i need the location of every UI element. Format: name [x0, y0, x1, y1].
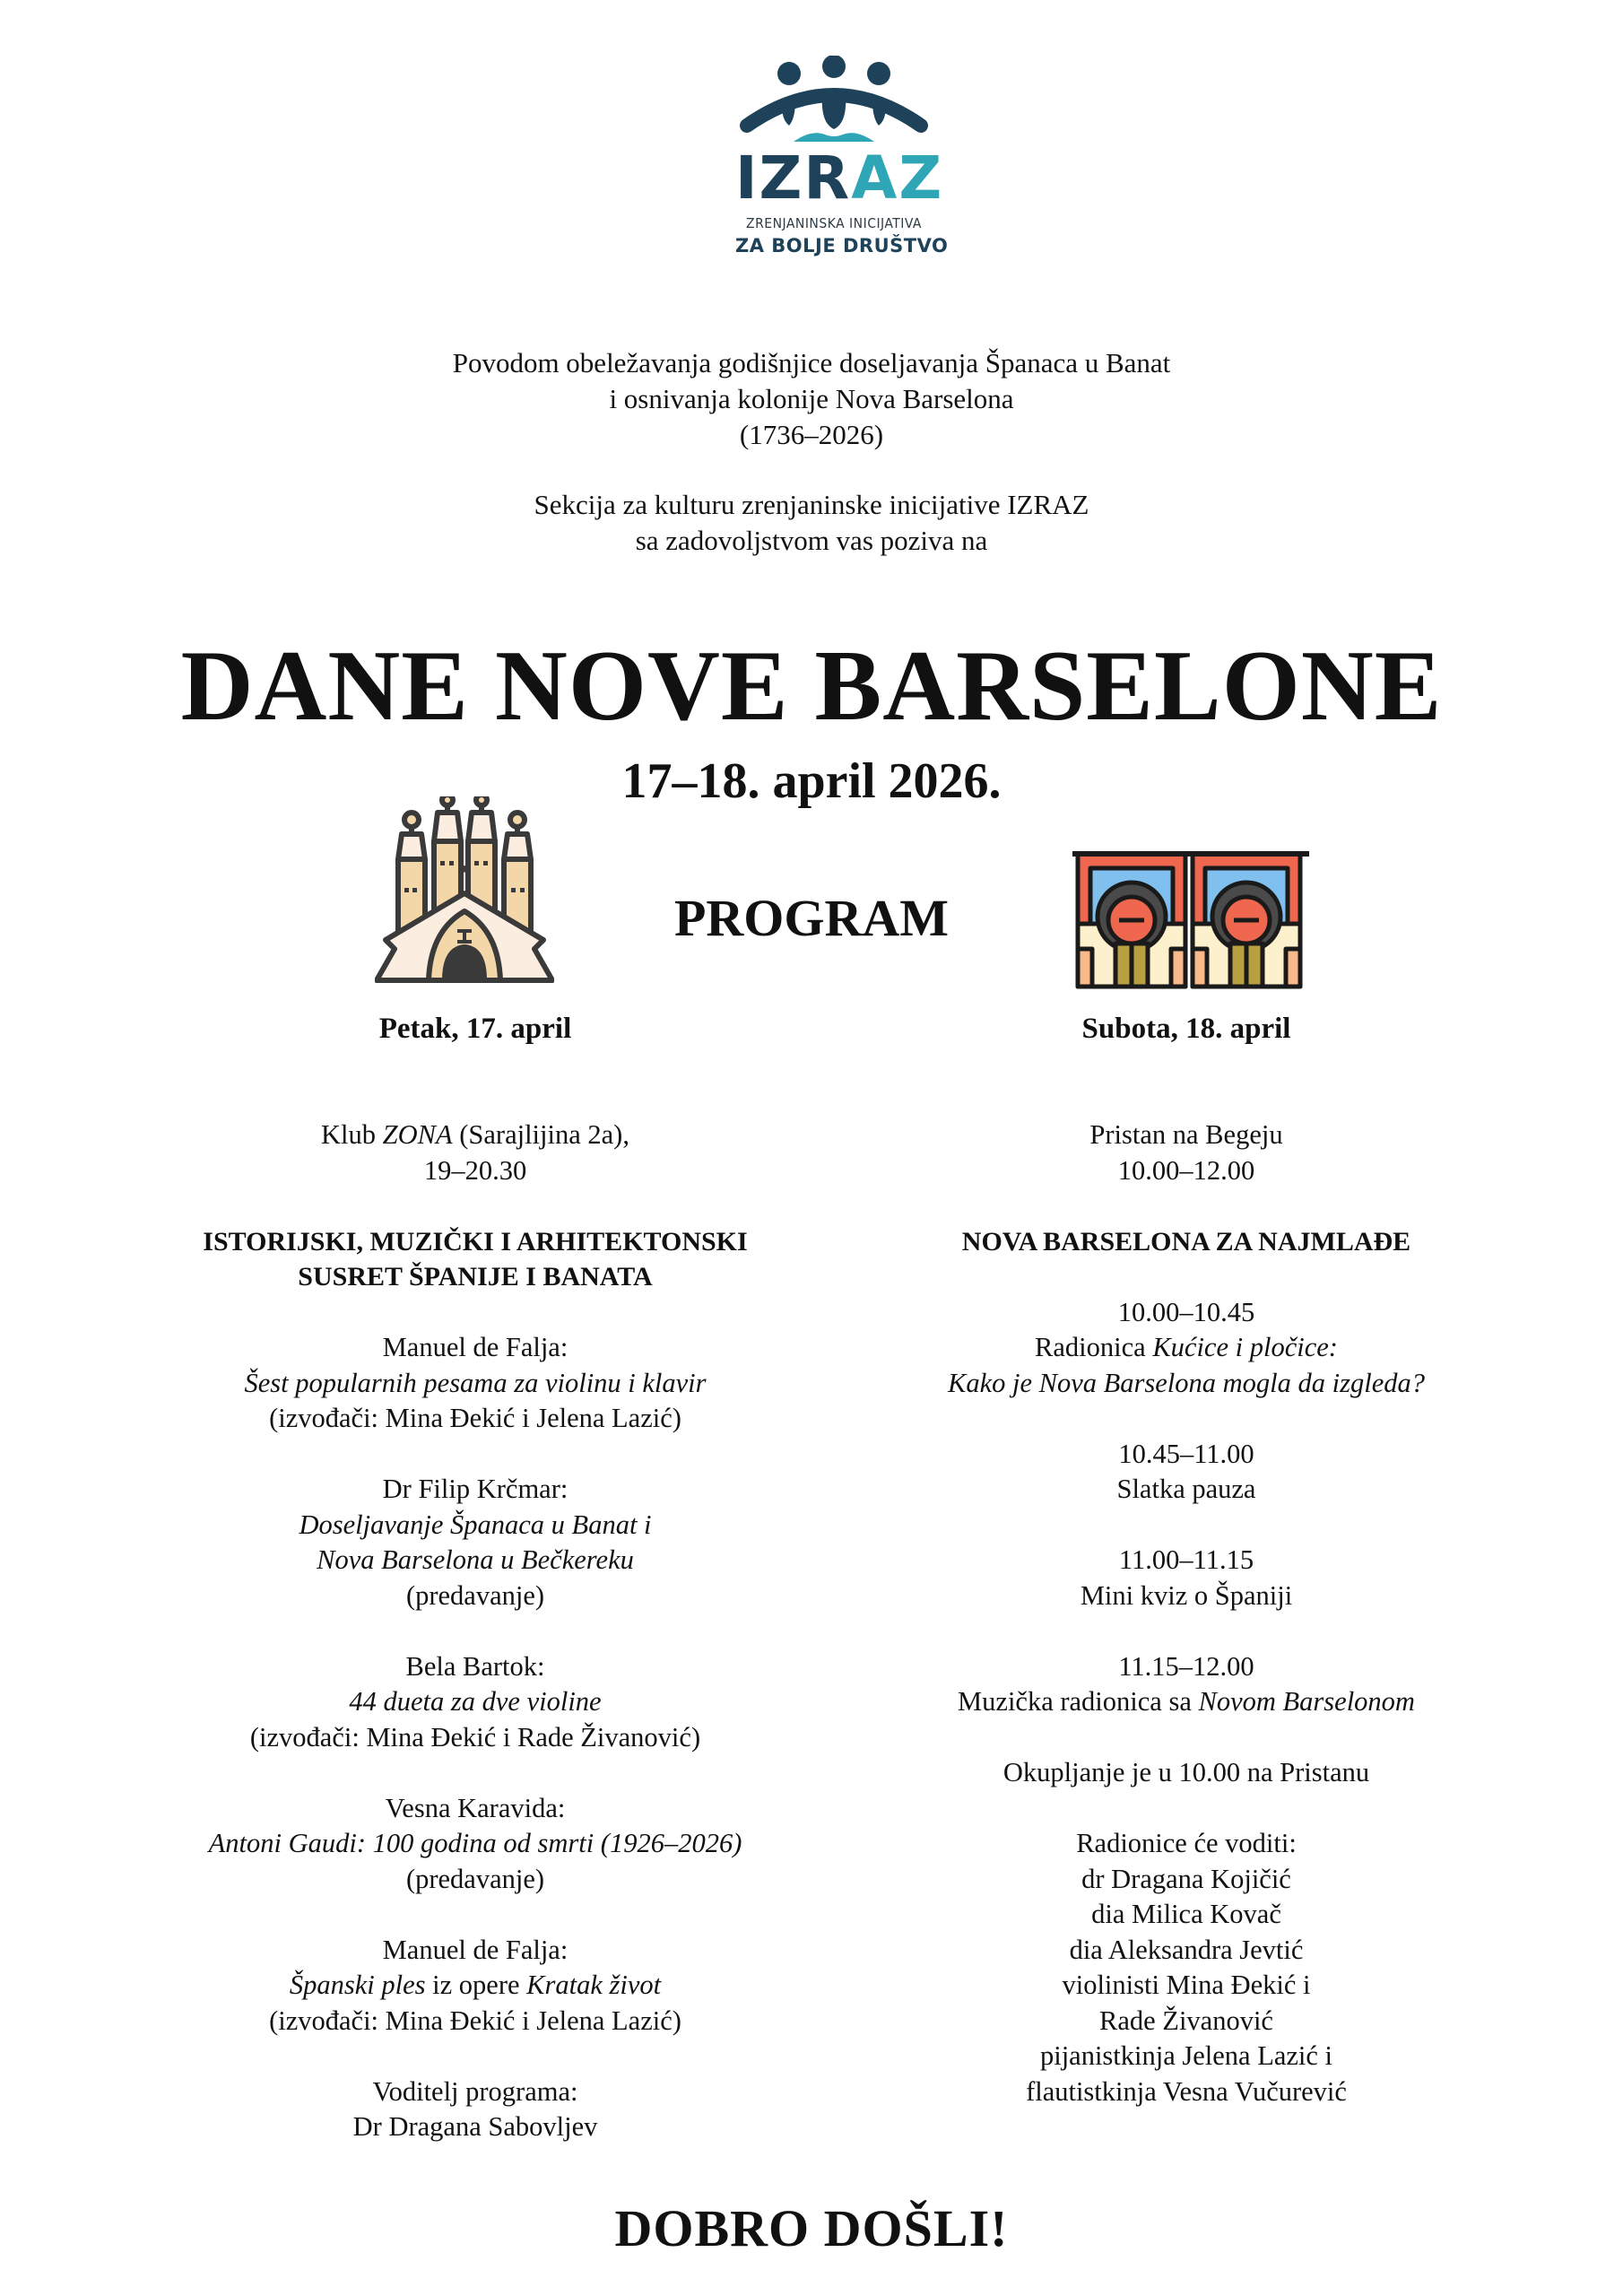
moorish-arches-icon [1072, 850, 1309, 995]
leader: dia Aleksandra Jevtić [1069, 1934, 1304, 1965]
work-connector: iz opere [425, 1970, 527, 2000]
schedule-item [846, 1437, 1527, 1508]
item-author: Vesna Karavida: [385, 1792, 566, 1823]
program-item [135, 1649, 816, 1756]
item-work: Šest popularnih pesama za violinu i klavir [244, 1367, 707, 1398]
leader: dia Milica Kovač [1091, 1899, 1281, 1929]
item-note: (izvođači: Mina Đekić i Rade Živanović) [249, 1721, 701, 1752]
item-text-italic-line2: Kako je Nova Barselona mogla da izgleda? [947, 1367, 1425, 1398]
leader: flautistkinja Vesna Vučurević [1026, 2075, 1347, 2107]
leader: dr Dragana Kojičić [1081, 1863, 1291, 1894]
item-text-italic: Novom Barselonom [1198, 1686, 1415, 1717]
friday-day-heading: Petak, 17. april [378, 1013, 572, 1045]
heading-line: ISTORIJSKI, MUZIČKI I ARHITEKTONSKI [203, 1226, 748, 1257]
leader: violinisti Mina Đekić i [1062, 1970, 1311, 2000]
host-name: Dr Dragana Sabovljev [352, 2111, 598, 2142]
occasion-text [0, 345, 1623, 453]
occasion-line: (1736–2026) [739, 419, 884, 450]
item-text: Slatka pauza [1116, 1474, 1256, 1504]
program-item [135, 1933, 816, 2039]
invite-line: Sekcija za kulturu zrenjaninske inicijative IZRAZ [534, 489, 1089, 520]
logo-subtitle-1: ZRENJANINSKA INICIJATIVA [746, 215, 922, 231]
item-time: 11.15–12.00 [1118, 1650, 1254, 1682]
invite-line: sa zadovoljstvom vas poziva na [635, 525, 988, 556]
program-item [135, 1472, 816, 1613]
venue-suffix: (Sarajlijina 2a), [452, 1119, 629, 1150]
friday-theme-heading [135, 1224, 816, 1295]
item-note: (izvođači: Mina Đekić i Jelena Lazić) [269, 1403, 681, 1433]
item-text-plain: Muzička radionica sa [958, 1686, 1199, 1717]
item-author: Dr Filip Krčmar: [382, 1474, 568, 1504]
invitation-text [0, 487, 1623, 559]
item-note: (predavanje) [405, 1579, 545, 1611]
logo-subtitle-2: ZA BOLJE DRUŠTVO [735, 235, 949, 257]
program-item [135, 1791, 816, 1898]
item-text [846, 1684, 1527, 1720]
people-bridge-logo-icon [740, 56, 928, 145]
schedule-item [846, 1543, 1527, 1613]
saturday-theme-heading: NOVA BARSELONA ZA NAJMLAĐE [961, 1226, 1411, 1257]
item-text: Mini kviz o Španiji [1080, 1579, 1293, 1611]
gathering-note: Okupljanje je u 10.00 na Pristanu [1002, 1757, 1370, 1787]
logo-word-teal: AZ [851, 144, 944, 213]
item-work [135, 1968, 816, 2004]
item-time: 10.00–10.45 [1117, 1296, 1255, 1327]
friday-time: 19–20.30 [423, 1154, 527, 1186]
workshop-leaders [846, 1826, 1527, 2109]
item-work: 44 dueta za dve violine [349, 1686, 602, 1717]
item-work: Antoni Gaudi: 100 godina od smrti (1926–2026) [208, 1828, 742, 1858]
item-time: 11.00–11.15 [1118, 1544, 1254, 1575]
item-author: Bela Bartok: [405, 1650, 545, 1682]
saturday-venue [846, 1118, 1527, 1188]
item-work: Nova Barselona u Bečkereku [317, 1544, 634, 1575]
item-note: (izvođači: Mina Đekić i Jelena Lazić) [269, 2005, 681, 2036]
item-time: 10.45–11.00 [1118, 1438, 1254, 1469]
izraz-logo [735, 56, 949, 298]
venue-line [135, 1118, 816, 1153]
friday-program [135, 1011, 816, 2145]
venue-prefix: Klub [321, 1119, 383, 1150]
welcome-message: DOBRO DOŠLI! [614, 2199, 1009, 2257]
leader: Rade Živanović [1099, 2005, 1273, 2036]
host-label: Voditelj programa: [372, 2075, 578, 2107]
heading-line: SUSRET ŠPANIJE I BANATA [298, 1262, 653, 1292]
schedule-item [846, 1295, 1527, 1402]
opera-title: Kratak život [526, 1970, 662, 2000]
friday-venue [135, 1118, 816, 1188]
item-author: Manuel de Falja: [382, 1934, 568, 1965]
leader: pijanistkinja Jelena Lazić i [1039, 2040, 1333, 2071]
venue-name: ZONA [382, 1119, 453, 1150]
item-author: Manuel de Falja: [382, 1332, 568, 1362]
item-text-plain: Radionica [1035, 1332, 1153, 1362]
schedule-item [846, 1649, 1527, 1720]
event-title: DANE NOVE BARSELONE [180, 631, 1443, 742]
occasion-line: Povodom obeležavanja godišnjice doseljavanja Španaca u Banat [452, 347, 1171, 378]
venue-line: Pristan na Begeju [1089, 1119, 1283, 1150]
occasion-line: i osnivanja kolonije Nova Barselona [609, 383, 1014, 414]
logo-wordmark [735, 144, 944, 213]
saturday-time: 10.00–12.00 [1117, 1154, 1255, 1186]
sagrada-familia-icon [375, 796, 554, 991]
item-text [846, 1330, 1527, 1366]
work-title: Španski ples [289, 1970, 426, 2000]
item-work: Doseljavanje Španaca u Banat i [299, 1509, 652, 1540]
program-item [135, 1330, 816, 1437]
program-heading: PROGRAM [673, 889, 950, 947]
logo-word-dark: IZR [735, 144, 852, 213]
program-host [135, 2074, 816, 2145]
saturday-day-heading: Subota, 18. april [1081, 1013, 1291, 1045]
item-note: (predavanje) [405, 1863, 545, 1894]
leaders-label: Radionice će voditi: [1076, 1828, 1297, 1858]
item-text-italic: Kućice i pločice: [1152, 1332, 1338, 1362]
event-dates: 17–18. april 2026. [621, 753, 1002, 809]
saturday-program [846, 1011, 1527, 2109]
